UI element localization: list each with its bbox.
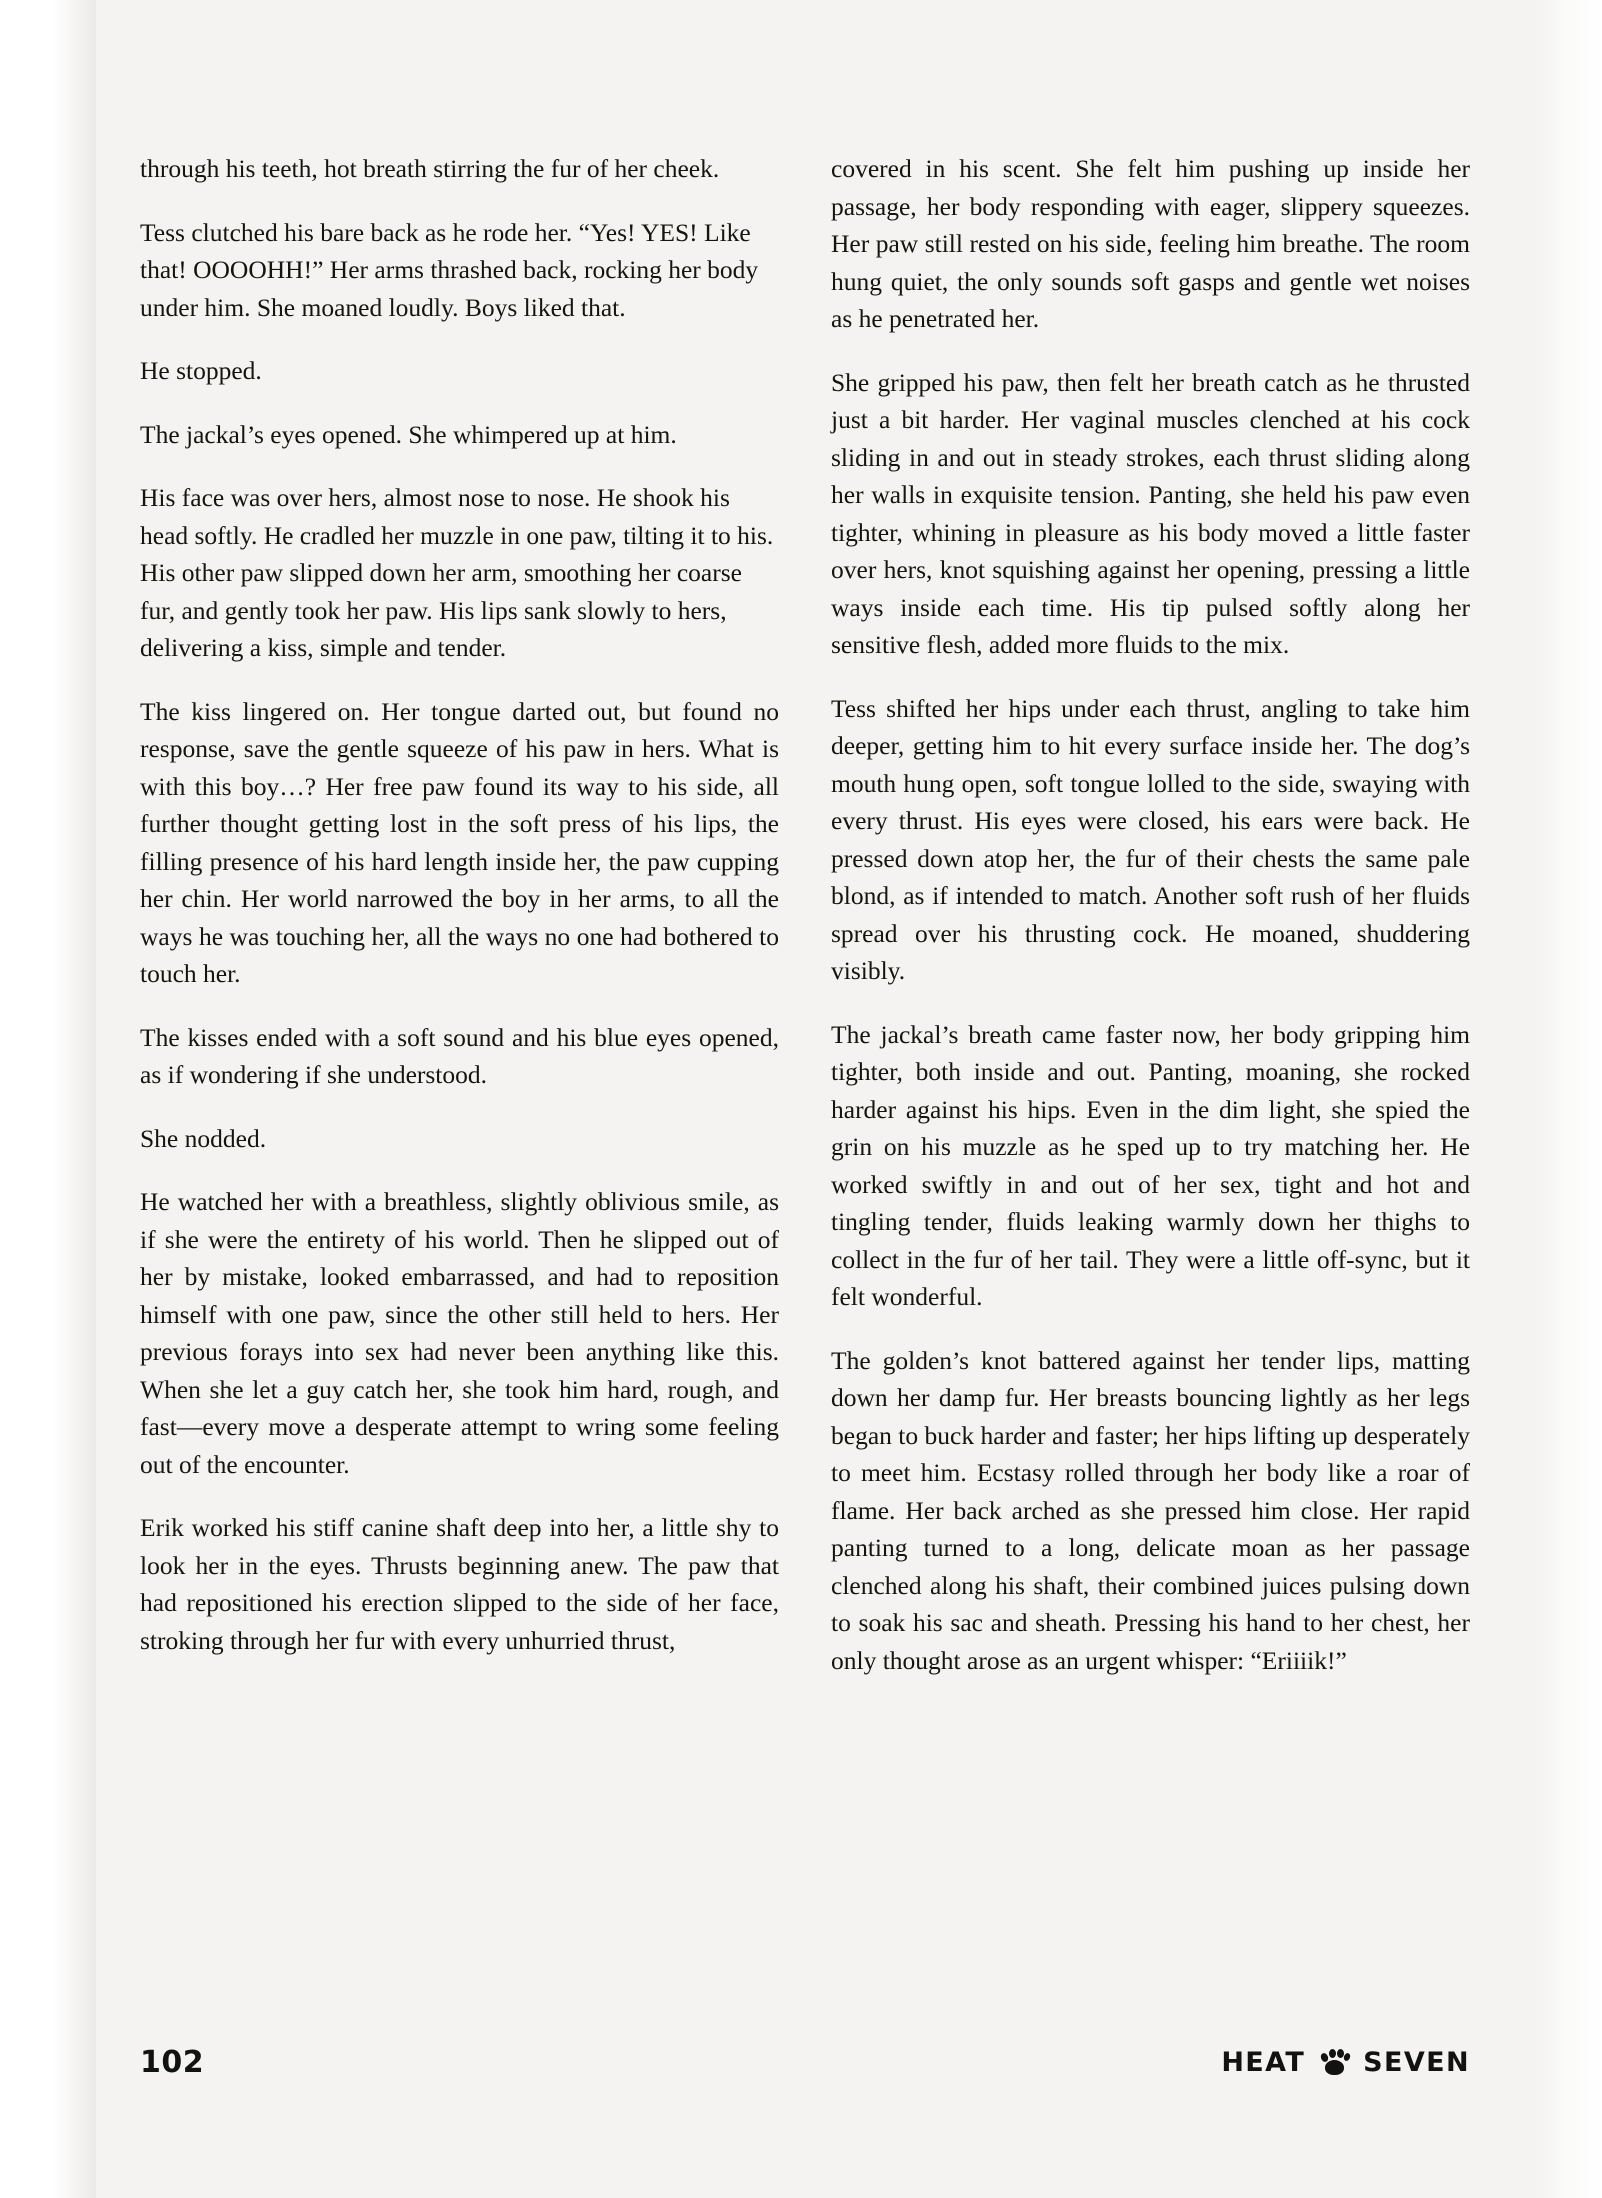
paragraph: He watched her with a breathless, slightly oblivious smile, as if she were the entirety of his world. Then he slipped out of her by mistake, looked embarrassed, and had to reposition himself with one paw, since the other still held to hers. Her previous forays into sex had never been anything like this. When she let a guy catch her, she took him hard, rough, and fast—every move a desperate attempt to wring some feeling out of the encounter.: [140, 1187, 779, 1479]
right-text-column: [831, 150, 1470, 1679]
page-number: 102: [140, 2045, 205, 2080]
paragraph: Tess shifted her hips under each thrust, angling to take him deeper, getting him to hit every surface inside her. The dog’s mouth hung open, soft tongue lolled to the side, swaying with every thrust. His eyes were closed, his ears were back. He pressed down atop her, the fur of their chests the same pale blond, as if intended to match. Another soft rush of her fluids spread over his thrusting cock. He moaned, shuddering visibly.: [831, 693, 1470, 985]
footer-title-right: SEVEN: [1363, 2047, 1470, 2078]
paragraph: Tess clutched his bare back as he rode her. “Yes! YES! Like that! OOOOHH!” Her arms thrashed back, rocking her body under him. She moaned loudly. Boys liked that.: [140, 217, 759, 322]
paragraph: The jackal’s eyes opened. She whimpered up at him.: [140, 419, 677, 449]
left-text-column: [140, 150, 779, 1659]
paragraph: She gripped his paw, then felt her breath catch as he thrusted just a bit harder. Her vaginal muscles clenched at his cock sliding in and out in steady strokes, each thrust sliding along her walls in exquisite tension. Panting, she held his paw even tighter, whining in pleasure as his body moved a little faster over hers, knot squishing against her opening, pressing a little ways inside each time. His tip pulsed softly along her sensitive flesh, added more fluids to the mix.: [831, 367, 1470, 659]
paragraph: The golden’s knot battered against her tender lips, matting down her damp fur. Her breasts bouncing lightly as her legs began to buck harder and faster; her hips lifting up desperately to meet him. Ecstasy rolled through her body like a roar of flame. Her back arched as she pressed him close. Her rapid panting turned to a long, delicate moan as her passage clenched along his shaft, their combined juices pulsing down to soak his sac and sheath. Pressing his hand to her chest, her only thought arose as an urgent whisper: “Eriiiik!”: [831, 1345, 1470, 1675]
page-body: [140, 150, 1470, 1679]
paragraph: Erik worked his stiff canine shaft deep into her, a little shy to look her in the eyes. Thrusts beginning anew. The paw that had repositioned his erection slipped to the side of her face, stroking through her fur with every unhurried thrust,: [140, 1513, 779, 1655]
paragraph: He stopped.: [140, 356, 262, 385]
page-footer: [140, 2045, 1470, 2080]
footer-title-left: HEAT: [1221, 2047, 1306, 2078]
paragraph: The kiss lingered on. Her tongue darted out, but found no response, save the gentle squeeze of his paw in hers. What is with this boy…? Her free paw found its way to his side, all further thought getting lost in the soft press of his lips, the filling presence of his hard length inside her, the paw cupping her chin. Her world narrowed the boy in her arms, to all the ways he was touching her, all the ways no one had bothered to touch her.: [140, 696, 779, 988]
paragraph: The kisses ended with a soft sound and his blue eyes opened, as if wondering if she understood.: [140, 1022, 779, 1089]
book-title-mark: [1221, 2047, 1470, 2078]
two-column-layout: [140, 150, 1470, 1679]
paw-print-icon: [1319, 2049, 1349, 2077]
paragraph: His face was over hers, almost nose to nose. He shook his head softly. He cradled her muzzle in one paw, tilting it to his. His other paw slipped down her arm, smoothing her coarse fur, and gently took her paw. His lips sank slowly to hers, delivering a kiss, simple and tender.: [140, 483, 774, 662]
paragraph: The jackal’s breath came faster now, her body gripping him tighter, both inside and out. Panting, moaning, she rocked harder against his hips. Even in the dim light, she spied the grin on his muzzle as he sped up to try matching her. He worked swiftly in and out of her sex, tight and hot and tingling tender, fluids leaking warmly down her thighs to collect in the fur of her tail. They were a little off-sync, but it felt wonderful.: [831, 1019, 1470, 1311]
paragraph: through his teeth, hot breath stirring the fur of her cheek.: [140, 154, 720, 183]
paragraph: covered in his scent. She felt him pushing up inside her passage, her body responding with eager, slippery squeezes. Her paw still rested on his side, feeling him breathe. The room hung quiet, the only sounds soft gasps and gentle wet noises as he penetrated her.: [831, 154, 1470, 333]
paragraph: She nodded.: [140, 1123, 267, 1153]
